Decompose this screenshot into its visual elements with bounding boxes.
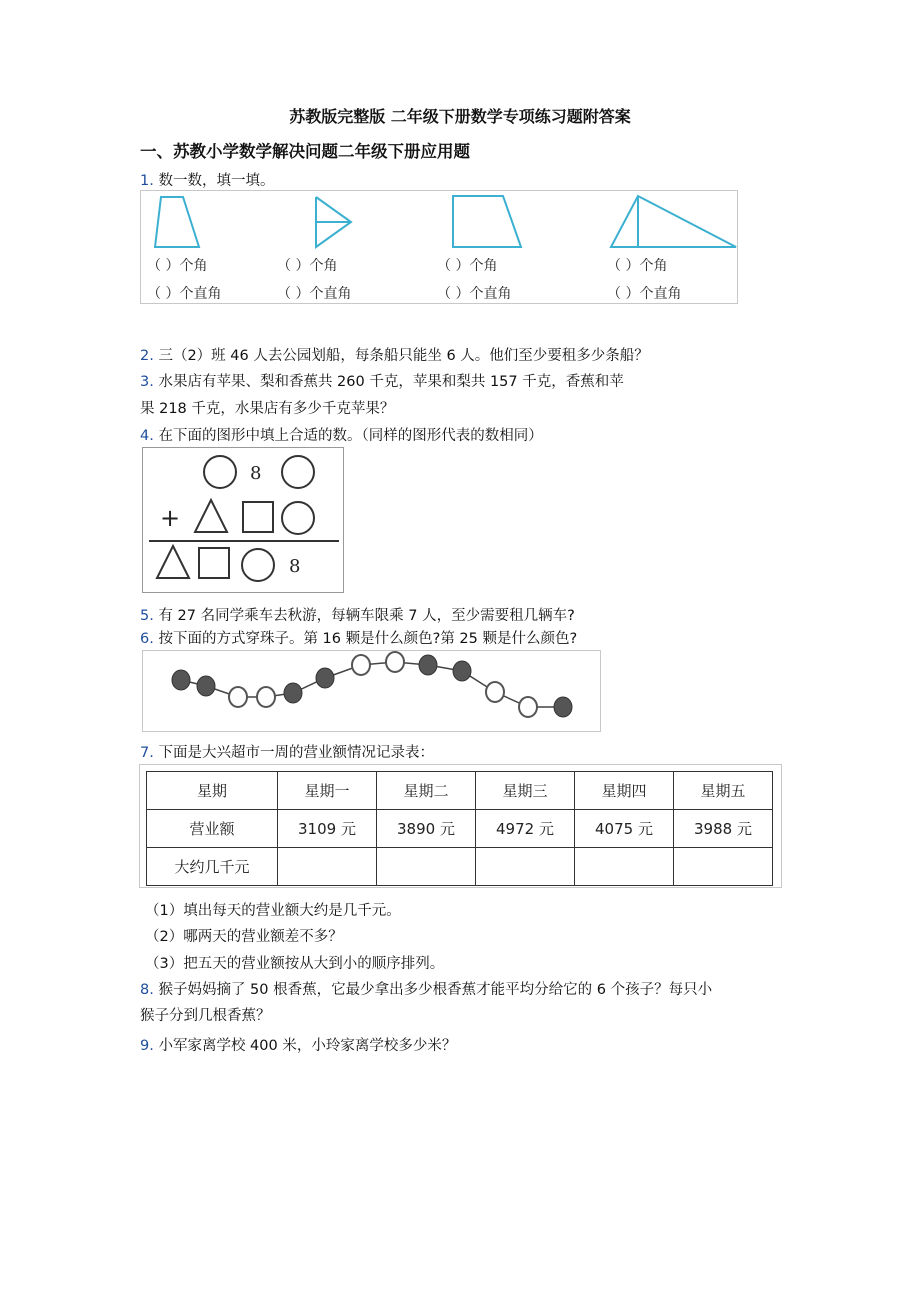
table-cell: 4972 元 — [476, 810, 575, 848]
question-text: 水果店有苹果、梨和香蕉共 260 千克，苹果和梨共 157 千克，香蕉和苹 — [158, 374, 624, 390]
circle-shape — [282, 502, 314, 534]
question-text: 按下面的方式穿珠子。第 16 颗是什么颜色?第 25 颗是什么颜色? — [158, 631, 578, 647]
table-cell: 营业额 — [147, 810, 278, 848]
table-row — [147, 810, 773, 848]
sub-question-1: （1）填出每天的营业额大约是几千元。 — [145, 903, 401, 919]
angle-count-label: （ ）个角 — [437, 258, 498, 274]
square-shape — [199, 548, 229, 578]
question-number: 1. — [140, 173, 154, 189]
table-cell — [476, 848, 575, 886]
question-text: 在下面的图形中填上合适的数。（同样的图形代表的数相同） — [158, 428, 543, 444]
sub-question-2: （2）哪两天的营业额差不多？ — [145, 929, 343, 945]
table-cell: 大约几千元 — [147, 848, 278, 886]
question-5 — [140, 604, 575, 625]
light-bead — [257, 687, 275, 707]
question-3 — [140, 370, 624, 391]
question-text: 有 27 名同学乘车去秋游，每辆车限乘 7 人，至少需要租几辆车? — [158, 608, 575, 624]
light-bead — [386, 652, 404, 672]
question-8-continued: 猴子分到几根香蕉？ — [140, 1008, 271, 1024]
question-6 — [140, 627, 577, 648]
angle-count-label: （ ）个角 — [277, 258, 338, 274]
puzzle-digit: 8 — [289, 556, 301, 577]
right-triangle-shape — [611, 196, 736, 247]
table-cell: 星期二 — [377, 772, 476, 810]
angle-count-label: （ ）个角 — [147, 258, 208, 274]
question-4 — [140, 424, 543, 445]
circle-shape — [242, 549, 274, 581]
light-bead — [352, 655, 370, 675]
question-number: 7. — [140, 745, 154, 761]
angle-shapes — [141, 191, 737, 251]
sales-table — [146, 771, 773, 886]
right-angle-count-label: （ ）个直角 — [147, 286, 222, 302]
circle-shape — [204, 456, 236, 488]
angle-count-label: （ ）个角 — [607, 258, 668, 274]
question-number: 8. — [140, 982, 154, 998]
triangle-shape — [195, 500, 227, 532]
question-text: 下面是大兴超市一周的营业额情况记录表： — [158, 745, 434, 761]
angle-figure — [140, 190, 738, 304]
bead-string-figure — [142, 650, 601, 732]
bead-string — [143, 651, 600, 731]
dark-bead — [554, 697, 572, 717]
table-cell — [674, 848, 773, 886]
question-number: 9. — [140, 1038, 154, 1054]
page-title: 苏教版完整版 二年级下册数学专项练习题附答案 — [289, 107, 631, 126]
dark-bead — [316, 668, 334, 688]
question-2 — [140, 344, 649, 365]
section-heading: 一、苏教小学数学解决问题二年级下册应用题 — [140, 142, 470, 161]
right-angle-count-label: （ ）个直角 — [277, 286, 352, 302]
light-bead — [229, 687, 247, 707]
plus-sign: + — [160, 504, 181, 532]
table-cell: 星期五 — [674, 772, 773, 810]
shape-puzzle — [142, 447, 344, 593]
question-1 — [140, 169, 274, 190]
circle-shape — [282, 456, 314, 488]
puzzle-shapes — [143, 448, 343, 592]
table-row — [147, 772, 773, 810]
question-text: 三（2）班 46 人去公园划船，每条船只能坐 6 人。他们至少要租多少条船？ — [158, 348, 649, 364]
question-text: 小军家离学校 400 米，小玲家离学校多少米？ — [158, 1038, 457, 1054]
right-angle-count-label: （ ）个直角 — [607, 286, 682, 302]
question-7 — [140, 741, 434, 762]
question-number: 4. — [140, 428, 154, 444]
table-cell: 3109 元 — [278, 810, 377, 848]
dark-bead — [284, 683, 302, 703]
question-number: 3. — [140, 374, 154, 390]
sub-question-3: （3）把五天的营业额按从大到小的顺序排列。 — [145, 956, 445, 972]
question-9 — [140, 1034, 456, 1055]
dark-bead — [453, 661, 471, 681]
table-cell — [377, 848, 476, 886]
dark-bead — [197, 676, 215, 696]
table-cell: 星期三 — [476, 772, 575, 810]
light-bead — [486, 682, 504, 702]
question-number: 5. — [140, 608, 154, 624]
table-cell — [278, 848, 377, 886]
table-cell — [575, 848, 674, 886]
question-number: 6. — [140, 631, 154, 647]
table-cell: 4075 元 — [575, 810, 674, 848]
dark-bead — [419, 655, 437, 675]
table-cell: 3890 元 — [377, 810, 476, 848]
table-cell: 星期一 — [278, 772, 377, 810]
square-shape — [243, 502, 273, 532]
trapezoid-shape — [453, 196, 521, 247]
question-text: 猴子妈妈摘了 50 根香蕉，它最少拿出多少根香蕉才能平均分给它的 6 个孩子？每只小 — [158, 982, 713, 998]
table-cell: 星期 — [147, 772, 278, 810]
table-row — [147, 848, 773, 886]
light-bead — [519, 697, 537, 717]
dark-bead — [172, 670, 190, 690]
question-8 — [140, 978, 712, 999]
table-cell: 3988 元 — [674, 810, 773, 848]
question-3-continued: 果 218 千克，水果店有多少千克苹果？ — [140, 401, 395, 417]
puzzle-digit: 8 — [250, 463, 262, 484]
question-text: 数一数，填一填。 — [158, 173, 275, 189]
question-number: 2. — [140, 348, 154, 364]
triangle-shape — [157, 546, 189, 578]
quadrilateral-shape — [155, 197, 199, 247]
right-angle-count-label: （ ）个直角 — [437, 286, 512, 302]
table-cell: 星期四 — [575, 772, 674, 810]
sales-table-figure — [139, 764, 782, 888]
